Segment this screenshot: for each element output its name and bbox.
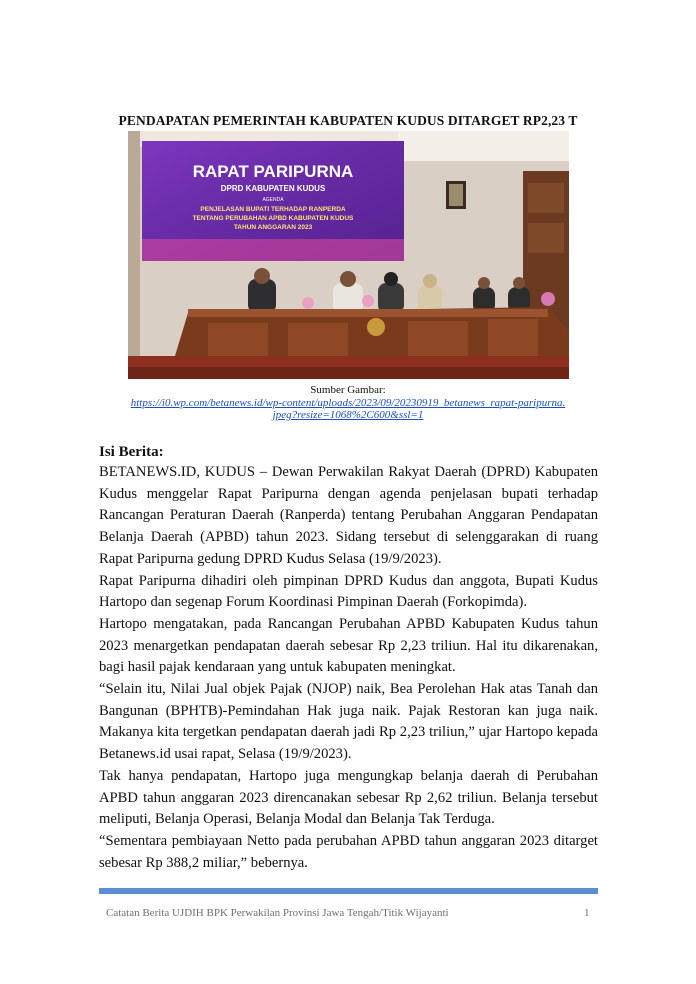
document-title: PENDAPATAN PEMERINTAH KABUPATEN KUDUS DITARGET RP2,23 T [118, 113, 578, 128]
projection-screen [142, 141, 404, 261]
page-number: 1 [584, 907, 590, 919]
footer-divider [99, 888, 598, 894]
paragraph: Rapat Paripurna dihadiri oleh pimpinan DPRD Kudus dan anggota, Bupati Kudus Hartopo dan segenap Forum Koordinasi Pimpinan Daerah (Forkopimda). [99, 572, 598, 611]
screen-agenda: AGENDA [262, 197, 284, 203]
caption-link-line2[interactable]: jpeg?resize=1068%2C600&ssl=1 [272, 409, 424, 421]
screen-line5: TENTANG PERUBAHAN APBD KABUPATEN KUDUS [192, 215, 354, 222]
screen-line4: PENJELASAN BUPATI TERHADAP RANPERDA [200, 206, 346, 213]
footer-text: Catatan Berita UJDIH BPK Perwakilan Provinsi Jawa Tengah/Titik Wijayanti [106, 907, 449, 919]
paragraph: Hartopo mengatakan, pada Rancangan Perubahan APBD Kabupaten Kudus tahun 2023 menargetkan pendapatan daerah sebesar Rp 2,23 triliun. Hal itu dikarenakan, bagi hasil pajak kendaraan yang untuk kabupaten meningkat. [99, 615, 598, 676]
content-heading: Isi Berita: [99, 444, 164, 460]
screen-subtitle: DPRD KABUPATEN KUDUS [220, 184, 326, 193]
article-body [99, 462, 598, 874]
paragraph: “Sementara pembiayaan Netto pada perubahan APBD tahun anggaran 2023 ditarget sebesar Rp 388,2 miliar,” bebernya. [99, 832, 598, 871]
caption-label: Sumber Gambar: [310, 384, 386, 396]
photo-caption [0, 384, 696, 422]
paragraph: BETANEWS.ID, KUDUS – Dewan Perwakilan Rakyat Daerah (DPRD) Kabupaten Kudus menggelar Rapat Paripurna dengan agenda penjelasan bupati terhadap Rancangan Peraturan Daerah (Ranperda) tentang Perubahan Anggaran Pendapatan Belanja Daerah (APBD) tahun 2023. Sidang tersebut di selenggarakan di ruang Rapat Paripurna gedung DPRD Kudus Selasa (19/9/2023). [99, 464, 598, 567]
paragraph: Tak hanya pendapatan, Hartopo juga mengungkap belanja daerah di Perubahan APBD tahun anggaran 2023 direncanakan sebesar Rp 2,62 triliun. Belanja tersebut meliputi, Belanja Operasi, Belanja Modal dan Belanja Tak Terduga. [99, 767, 598, 828]
screen-line6: TAHUN ANGGARAN 2023 [233, 224, 313, 231]
caption-link-line1[interactable]: https://i0.wp.com/betanews.id/wp-content/uploads/2023/09/20230919_betanews_rapat-paripurna. [130, 396, 566, 409]
screen-title: RAPAT PARIPURNA [192, 162, 354, 181]
paragraph: “Selain itu, Nilai Jual objek Pajak (NJOP) naik, Bea Perolehan Hak atas Tanah dan Bangunan (BPHTB)-Pemindahan Hak juga naik. Pajak Restoran kan juga naik. Makanya kita tergetkan pendapatan daerah jadi Rp 2,23 triliun,” ujar Hartopo kepada Betanews.id usai rapat, Selasa (19/9/2023). [99, 681, 598, 763]
news-photo [128, 131, 569, 379]
